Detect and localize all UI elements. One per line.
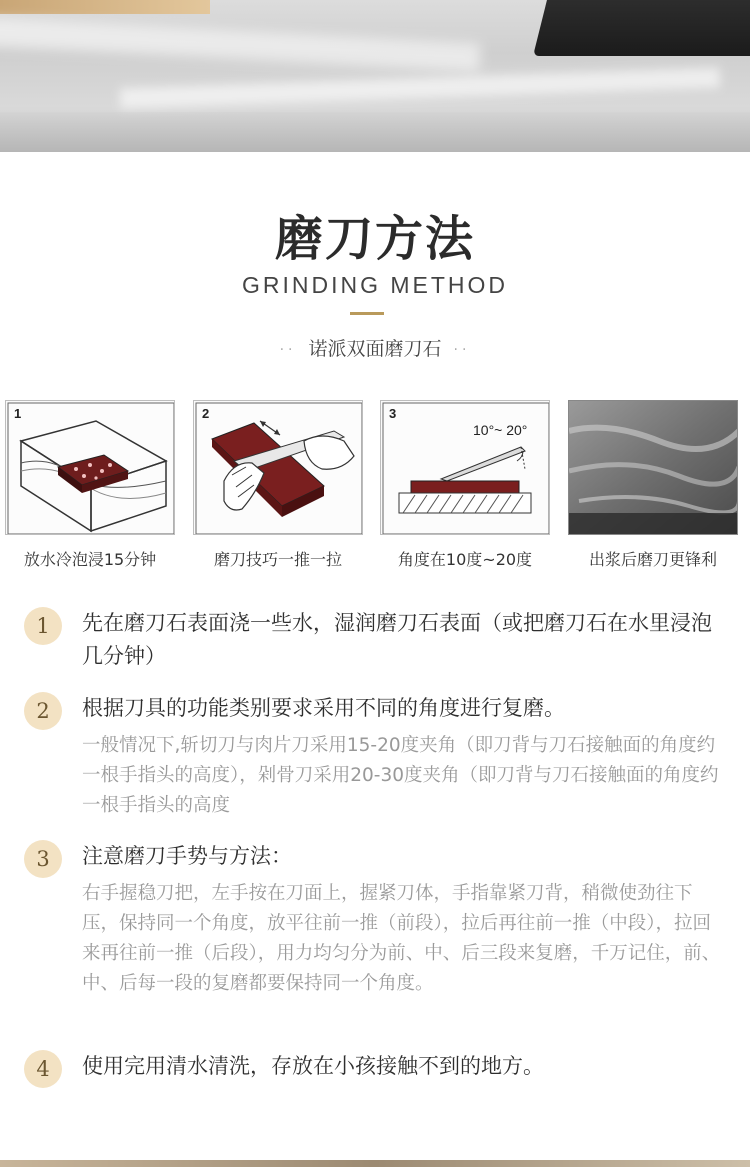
step-2-number: 2	[202, 406, 210, 421]
angle-icon	[380, 400, 550, 535]
instruction-3-detail: 右手握稳刀把，左手按在刀面上，握紧刀体，手指靠紧刀背，稍微使劲往下压，保持同一个角度，放平往前一推（前段），拉后再往前一推（中段），拉回来再往前一推（后段），用力均匀分为前、中、后三段来复磨，千万记住，前、中、后每一段的复磨都要保持同一个角度。	[82, 883, 721, 994]
wood-edge	[0, 0, 210, 14]
step-4-caption: 出浆后磨刀更锋利	[588, 550, 717, 569]
instruction-2	[24, 692, 726, 821]
push-pull-icon	[193, 400, 363, 535]
instruction-3	[24, 840, 726, 999]
hero-photo	[0, 0, 750, 152]
page-title: 磨刀方法	[274, 211, 475, 267]
slurry-photo	[568, 400, 738, 535]
step-4	[568, 400, 738, 570]
instruction-1	[24, 607, 726, 673]
instruction-1-text: 先在磨刀石表面浇一些水，湿润磨刀石表面（或把磨刀石在水里浸泡几分钟）	[82, 611, 712, 668]
title-divider	[350, 312, 384, 315]
step-1-caption: 放水冷泡浸15分钟	[23, 550, 157, 569]
instruction-2-badge: 2	[24, 692, 62, 730]
series-dots-left: ··	[279, 341, 297, 358]
step-2-caption: 磨刀技巧一推一拉	[213, 550, 342, 569]
instruction-2-text: 根据刀具的功能类别要求采用不同的角度进行复磨。	[82, 696, 565, 720]
step-1	[5, 400, 175, 570]
soak-stone-icon	[5, 400, 175, 535]
step-3-caption: 角度在10度~20度	[397, 550, 533, 569]
step-1-number: 1	[14, 406, 22, 421]
sharpening-stone-corner	[533, 0, 750, 56]
instruction-1-badge: 1	[24, 607, 62, 645]
step-3-number: 3	[389, 406, 397, 421]
page-subtitle: GRINDING METHOD	[241, 272, 509, 298]
series-dots-right: ··	[453, 341, 471, 358]
step-2	[193, 400, 363, 570]
instruction-4	[24, 1050, 726, 1083]
instruction-4-text: 使用完用清水清洗，存放在小孩接触不到的地方。	[82, 1054, 544, 1078]
instruction-3-badge: 3	[24, 840, 62, 878]
step-illustrations	[0, 400, 750, 580]
step-3	[380, 400, 550, 570]
series-name: 诺派双面磨刀石	[308, 338, 442, 360]
bottom-photo-edge	[0, 1160, 750, 1167]
instruction-3-text: 注意磨刀手势与方法：	[82, 844, 292, 868]
angle-label: 10°~ 20°	[473, 422, 528, 438]
instruction-2-detail: 一般情况下,斩切刀与肉片刀采用15-20度夹角（即刀背与刀石接触面的角度约一根手指头的高度），剁骨刀采用20-30度夹角（即刀背与刀石接触面的角度约一根手指头的高度	[82, 735, 719, 816]
instruction-4-badge: 4	[24, 1050, 62, 1088]
product-series	[0, 334, 750, 361]
